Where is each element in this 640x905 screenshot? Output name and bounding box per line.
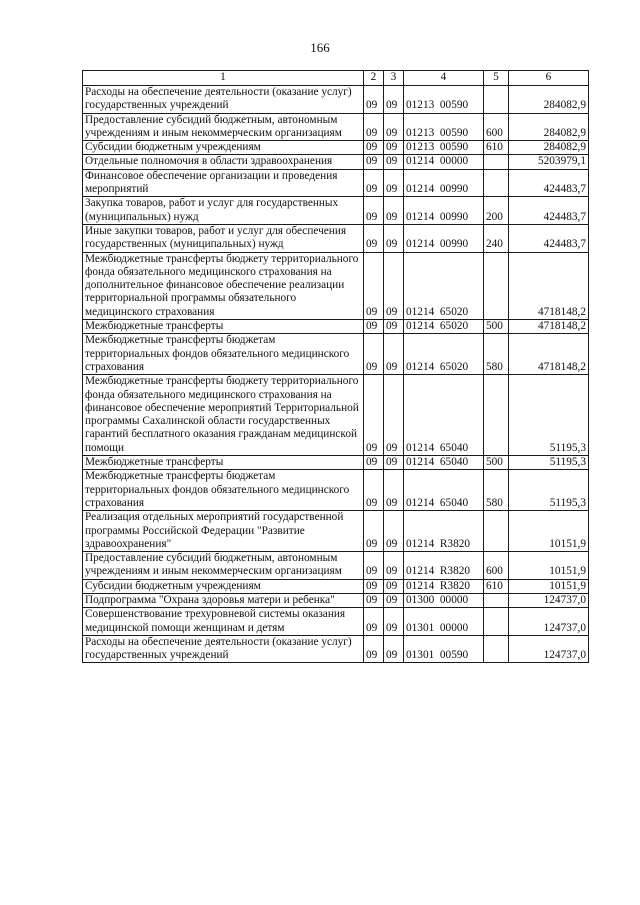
table-row [83, 579, 589, 593]
row-name: Предоставление субсидий бюджетным, автономным учреждениям и иным некоммерческим организациям [83, 113, 364, 141]
row-section-code: 09 [364, 113, 384, 141]
row-target-article-code: 01213 00590 [404, 113, 484, 141]
row-expense-type-code [484, 511, 509, 552]
row-section-code: 09 [364, 155, 384, 169]
row-subsection-code: 09 [384, 334, 404, 375]
row-amount: 4718148,2 [509, 320, 589, 334]
row-expense-type-code: 580 [484, 334, 509, 375]
row-section-code: 09 [364, 470, 384, 511]
row-amount: 10151,9 [509, 579, 589, 593]
row-subsection-code: 09 [384, 552, 404, 580]
row-name: Расходы на обеспечение деятельности (оказание услуг) государственных учреждений [83, 635, 364, 663]
table-row [83, 169, 589, 197]
row-section-code: 09 [364, 579, 384, 593]
row-subsection-code: 09 [384, 320, 404, 334]
row-subsection-code: 09 [384, 608, 404, 636]
row-subsection-code: 09 [384, 224, 404, 252]
row-section-code: 09 [364, 635, 384, 663]
header-col-6: 6 [509, 71, 589, 86]
row-subsection-code: 09 [384, 155, 404, 169]
row-subsection-code: 09 [384, 593, 404, 607]
row-target-article-code: 01214 65040 [404, 470, 484, 511]
row-subsection-code: 09 [384, 470, 404, 511]
row-name: Межбюджетные трансферты бюджету территориального фонда обязательного медицинского страхования на дополнительное финансовое обеспечение реализации территориальной программы обязательного медицинского страхования [83, 252, 364, 319]
row-expense-type-code [484, 608, 509, 636]
row-name: Подпрограмма "Охрана здоровья матери и ребенка" [83, 593, 364, 607]
row-section-code: 09 [364, 608, 384, 636]
row-target-article-code: 01214 65040 [404, 456, 484, 470]
row-name: Совершенствование трехуровневой системы оказания медицинской помощи женщинам и детям [83, 608, 364, 636]
row-name: Межбюджетные трансферты бюджету территориального фонда обязательного медицинского страхования на финансовое обеспечение мероприятий Территориальной программы Сахалинской области государственных гарантий бесплатного оказания гражданам медицинской помощи [83, 375, 364, 456]
row-amount: 10151,9 [509, 552, 589, 580]
row-amount: 4718148,2 [509, 252, 589, 319]
row-subsection-code: 09 [384, 579, 404, 593]
row-expense-type-code: 600 [484, 552, 509, 580]
row-amount: 284082,9 [509, 141, 589, 155]
row-target-article-code: 01214 00990 [404, 224, 484, 252]
page-number: 166 [310, 40, 330, 55]
row-name: Отдельные полномочия в области здравоохранения [83, 155, 364, 169]
table-row [83, 320, 589, 334]
row-target-article-code: 01214 65020 [404, 320, 484, 334]
row-subsection-code: 09 [384, 197, 404, 225]
row-amount: 51195,3 [509, 456, 589, 470]
row-expense-type-code [484, 375, 509, 456]
row-amount: 124737,0 [509, 608, 589, 636]
row-expense-type-code [484, 86, 509, 114]
row-amount: 124737,0 [509, 635, 589, 663]
row-amount: 51195,3 [509, 470, 589, 511]
row-subsection-code: 09 [384, 511, 404, 552]
row-name: Субсидии бюджетным учреждениям [83, 579, 364, 593]
row-expense-type-code: 500 [484, 320, 509, 334]
table-row [83, 113, 589, 141]
row-amount: 424483,7 [509, 169, 589, 197]
table-row [83, 511, 589, 552]
table-row [83, 375, 589, 456]
row-expense-type-code [484, 155, 509, 169]
table-row [83, 456, 589, 470]
row-section-code: 09 [364, 511, 384, 552]
row-amount: 10151,9 [509, 511, 589, 552]
row-expense-type-code [484, 169, 509, 197]
row-target-article-code: 01214 00990 [404, 169, 484, 197]
row-subsection-code: 09 [384, 252, 404, 319]
row-name: Межбюджетные трансферты бюджетам территориальных фондов обязательного медицинского страхования [83, 334, 364, 375]
header-col-2: 2 [364, 71, 384, 86]
row-expense-type-code: 240 [484, 224, 509, 252]
row-subsection-code: 09 [384, 375, 404, 456]
row-subsection-code: 09 [384, 169, 404, 197]
table-body [83, 86, 589, 663]
row-target-article-code: 01214 R3820 [404, 579, 484, 593]
row-target-article-code: 01214 00990 [404, 197, 484, 225]
row-expense-type-code: 200 [484, 197, 509, 225]
header-col-1: 1 [83, 71, 364, 86]
table-row [83, 224, 589, 252]
table-row [83, 252, 589, 319]
row-target-article-code: 01214 00000 [404, 155, 484, 169]
row-expense-type-code [484, 252, 509, 319]
row-expense-type-code: 580 [484, 470, 509, 511]
row-section-code: 09 [364, 334, 384, 375]
row-name: Иные закупки товаров, работ и услуг для обеспечения государственных (муниципальных) нужд [83, 224, 364, 252]
row-subsection-code: 09 [384, 635, 404, 663]
row-expense-type-code: 600 [484, 113, 509, 141]
row-subsection-code: 09 [384, 86, 404, 114]
header-col-5: 5 [484, 71, 509, 86]
table-row [83, 155, 589, 169]
table-row [83, 593, 589, 607]
row-expense-type-code [484, 635, 509, 663]
row-target-article-code: 01300 00000 [404, 593, 484, 607]
row-subsection-code: 09 [384, 113, 404, 141]
row-expense-type-code: 610 [484, 141, 509, 155]
row-target-article-code: 01301 00590 [404, 635, 484, 663]
row-name: Закупка товаров, работ и услуг для государственных (муниципальных) нужд [83, 197, 364, 225]
row-amount: 124737,0 [509, 593, 589, 607]
row-name: Предоставление субсидий бюджетным, автономным учреждениям и иным некоммерческим организациям [83, 552, 364, 580]
header-col-3: 3 [384, 71, 404, 86]
row-section-code: 09 [364, 593, 384, 607]
row-target-article-code: 01214 65020 [404, 252, 484, 319]
table-row [83, 635, 589, 663]
row-name: Финансовое обеспечение организации и проведения мероприятий [83, 169, 364, 197]
row-amount: 5203979,1 [509, 155, 589, 169]
row-section-code: 09 [364, 252, 384, 319]
row-name: Межбюджетные трансферты [83, 456, 364, 470]
row-subsection-code: 09 [384, 141, 404, 155]
row-section-code: 09 [364, 197, 384, 225]
row-name: Субсидии бюджетным учреждениям [83, 141, 364, 155]
table-row [83, 608, 589, 636]
row-target-article-code: 01301 00000 [404, 608, 484, 636]
row-amount: 284082,9 [509, 113, 589, 141]
row-amount: 51195,3 [509, 375, 589, 456]
row-section-code: 09 [364, 456, 384, 470]
row-target-article-code: 01214 R3820 [404, 511, 484, 552]
row-expense-type-code: 610 [484, 579, 509, 593]
row-section-code: 09 [364, 169, 384, 197]
row-amount: 4718148,2 [509, 334, 589, 375]
table-row [83, 334, 589, 375]
table-row [83, 141, 589, 155]
table-header-row [83, 71, 589, 86]
row-section-code: 09 [364, 320, 384, 334]
row-subsection-code: 09 [384, 456, 404, 470]
table-row [83, 86, 589, 114]
row-target-article-code: 01214 R3820 [404, 552, 484, 580]
row-section-code: 09 [364, 375, 384, 456]
row-name: Межбюджетные трансферты бюджетам территориальных фондов обязательного медицинского страхования [83, 470, 364, 511]
row-target-article-code: 01213 00590 [404, 86, 484, 114]
table-row [83, 197, 589, 225]
row-section-code: 09 [364, 552, 384, 580]
header-col-4: 4 [404, 71, 484, 86]
row-target-article-code: 01214 65020 [404, 334, 484, 375]
row-name: Реализация отдельных мероприятий государственной программы Российской Федерации "Развитие здравоохранения" [83, 511, 364, 552]
row-section-code: 09 [364, 86, 384, 114]
row-section-code: 09 [364, 224, 384, 252]
row-target-article-code: 01213 00590 [404, 141, 484, 155]
row-section-code: 09 [364, 141, 384, 155]
row-expense-type-code: 500 [484, 456, 509, 470]
row-expense-type-code [484, 593, 509, 607]
table-row [83, 470, 589, 511]
row-amount: 284082,9 [509, 86, 589, 114]
row-target-article-code: 01214 65040 [404, 375, 484, 456]
table-row [83, 552, 589, 580]
row-name: Расходы на обеспечение деятельности (оказание услуг) государственных учреждений [83, 86, 364, 114]
row-name: Межбюджетные трансферты [83, 320, 364, 334]
row-amount: 424483,7 [509, 224, 589, 252]
budget-table [82, 70, 589, 663]
row-amount: 424483,7 [509, 197, 589, 225]
